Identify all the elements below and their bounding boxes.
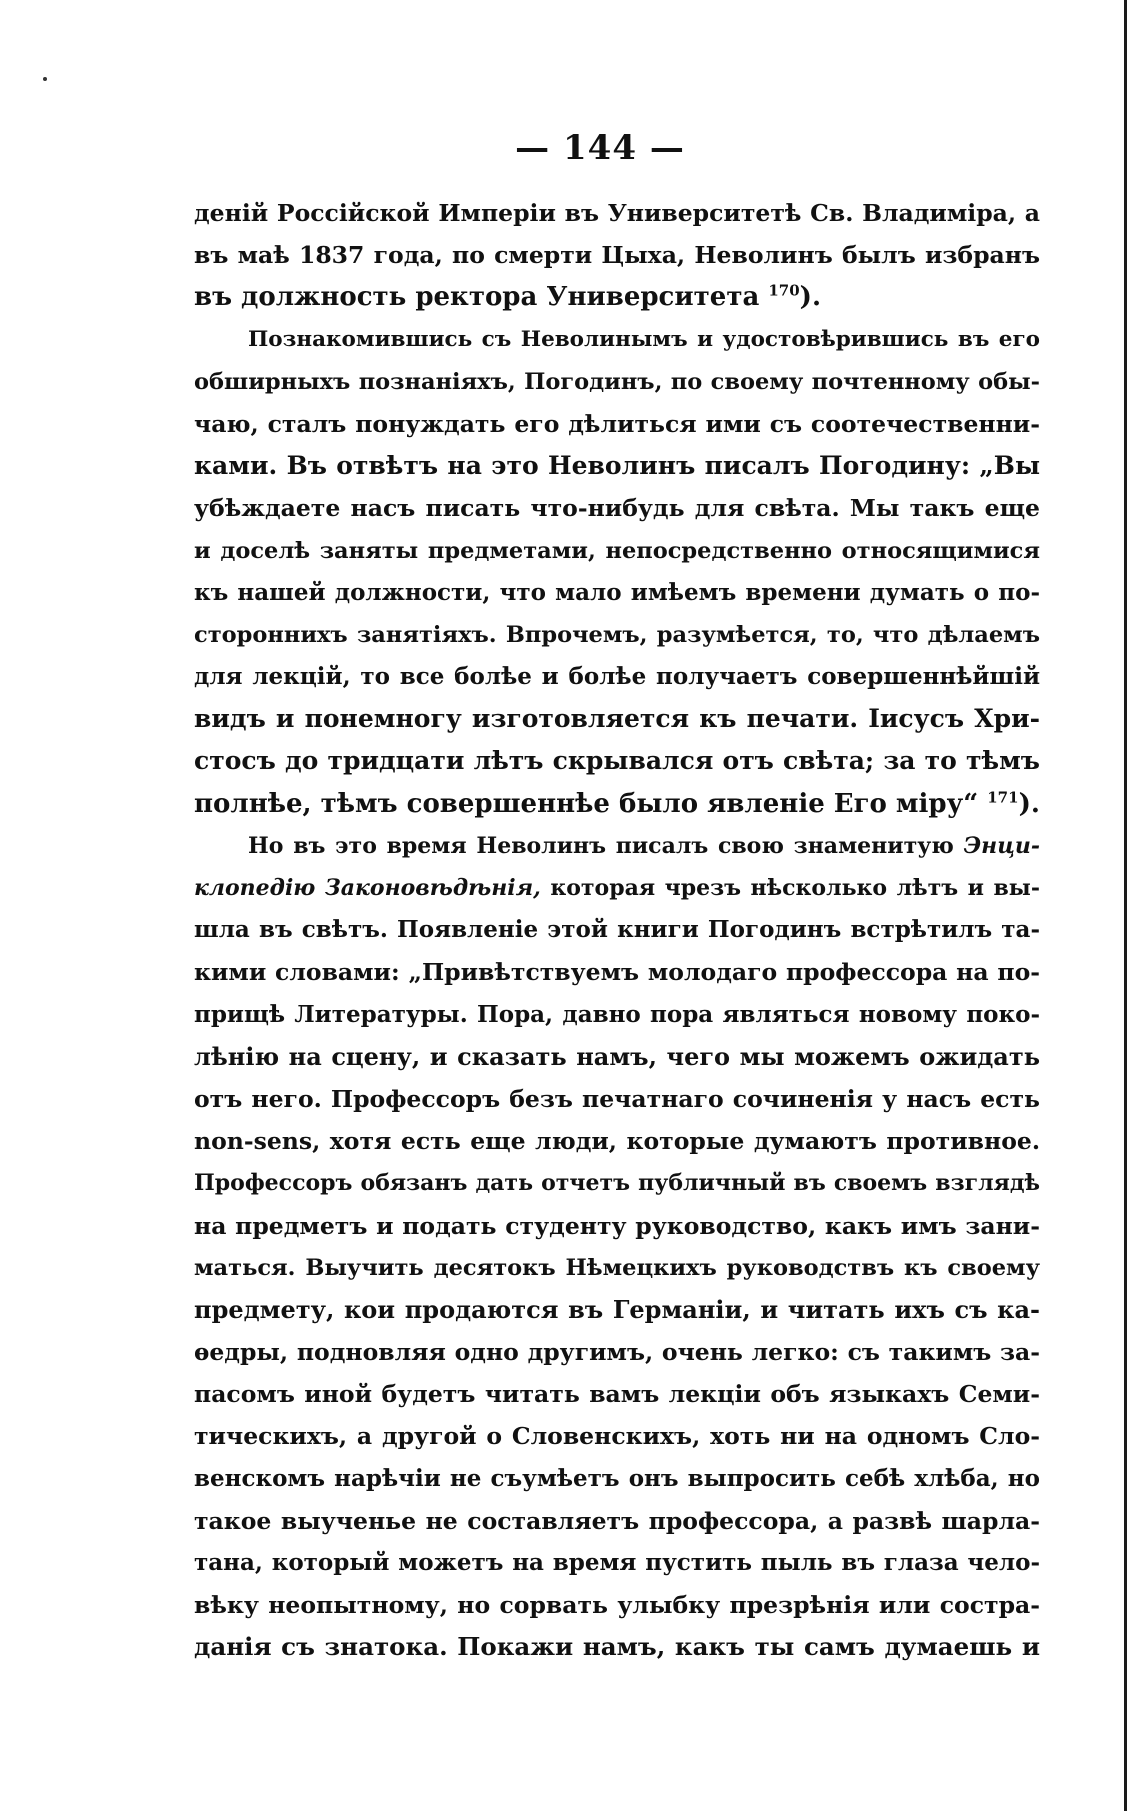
text-line	[194, 234, 1040, 276]
text-line	[194, 319, 1040, 361]
line-text: тана, который можетъ на время пустить пыль въ глаза чело-	[194, 1549, 1040, 1576]
line-text: маться. Выучить десятокъ Нѣмецкихъ руководствъ къ своему	[194, 1254, 1040, 1281]
line-text: Но въ это время Неволинъ писалъ свою знаменитую	[248, 832, 954, 859]
text-line	[194, 909, 1040, 951]
line-text: кими словами: „Привѣтствуемъ молодаго профессора на по-	[194, 958, 1040, 987]
line-text: данія съ знатока. Покажи намъ, какъ ты самъ думаешь и	[194, 1632, 1040, 1662]
text-line	[194, 783, 1040, 825]
line-text: прищѣ Литературы. Пора, давно пора являться новому поко-	[194, 1000, 1040, 1028]
line-text: для лекцій, то все болѣе и болѣе получаетъ совершеннѣйшій	[194, 663, 1040, 691]
line-text: видъ и понемногу изготовляется къ печати. Іисусъ Хри-	[194, 704, 1040, 734]
line-text: предмету, кои продаются въ Германіи, и читать ихъ съ ка-	[194, 1294, 1040, 1324]
line-text: стороннихъ занятіяхъ. Впрочемъ, разумѣется, то, что дѣлаемъ	[194, 621, 1040, 648]
line-text: къ нашей должности, что мало имѣемъ времени думать о по-	[194, 578, 1040, 606]
text-line	[194, 1373, 1040, 1415]
line-text: такое выученье не составляетъ профессора, а развѣ шарла-	[194, 1506, 1040, 1535]
line-text: шла въ свѣтъ. Появленіе этой книги Погодинъ встрѣтилъ та-	[194, 916, 1040, 944]
text-line	[194, 1626, 1040, 1668]
text-line	[194, 1458, 1040, 1500]
text-line	[194, 994, 1040, 1036]
line-tail: ).	[799, 282, 822, 313]
text-line	[194, 1247, 1040, 1289]
line-text: деній Россійской Имперіи въ Университетѣ Св. Владиміра, а	[194, 199, 1040, 227]
line-text: венскомъ нарѣчіи не съумѣетъ онъ выпросить себѣ хлѣба, но	[194, 1464, 1040, 1492]
text-line	[194, 698, 1040, 740]
line-text: убѣждаете насъ писать что-нибудь для свѣта. Мы такъ еще	[194, 494, 1040, 523]
text-line	[194, 867, 1040, 909]
text-line	[194, 1078, 1040, 1120]
text-line	[194, 951, 1040, 993]
footnote-ref[interactable]: 171	[987, 787, 1019, 806]
text-line	[194, 1162, 1040, 1204]
line-text: которая чрезъ нѣсколько лѣтъ и вы-	[540, 875, 1040, 901]
text-line	[194, 572, 1040, 614]
text-line	[194, 1331, 1040, 1373]
line-text: на предметъ и подать студенту руководство, какъ имъ зани-	[194, 1211, 1040, 1240]
text-line	[194, 403, 1040, 445]
text-line	[194, 614, 1040, 656]
text-line	[194, 656, 1040, 698]
italic-title: Энци-	[963, 832, 1040, 859]
line-text: Профессоръ обязанъ дать отчетъ публичный въ своемъ взглядѣ	[194, 1170, 1040, 1197]
scan-speck	[43, 77, 47, 81]
text-line	[194, 740, 1040, 782]
text-line	[194, 1289, 1040, 1331]
line-text: Познакомившись съ Неволинымъ и удостовѣрившись въ его	[248, 326, 1040, 352]
line-text: стосъ до тридцати лѣтъ скрывался отъ свѣта; за то тѣмъ	[194, 746, 1040, 776]
italic-title: клопедію Законовѣдѣнія,	[194, 875, 541, 901]
line-text: и доселѣ заняты предметами, непосредственно относящимися	[194, 537, 1040, 564]
footnote-ref[interactable]: 170	[768, 281, 800, 300]
text-line	[194, 1205, 1040, 1247]
text-line	[194, 276, 1040, 318]
text-line	[194, 445, 1040, 487]
text-line	[194, 1120, 1040, 1162]
text-line	[194, 1500, 1040, 1542]
line-text: полнѣе, тѣмъ совершеннѣе было явленіе Его міру“	[194, 788, 979, 819]
line-text: обширныхъ познаніяхъ, Погодинъ, по своему почтенному обы-	[194, 368, 1040, 395]
line-text: non-sens, хотя есть еще люди, которые думаютъ противное.	[194, 1127, 1040, 1156]
text-line	[194, 530, 1040, 572]
text-line	[194, 192, 1040, 234]
text-line	[194, 1036, 1040, 1078]
line-text: вѣку неопытному, но сорвать улыбку презрѣнія или состра-	[194, 1591, 1040, 1620]
line-text: пасомъ иной будетъ читать вамъ лекціи объ языкахъ Семи-	[194, 1380, 1040, 1409]
text-line	[194, 1415, 1040, 1457]
line-text: въ маѣ 1837 года, по смерти Цыха, Неволинъ былъ избранъ	[194, 241, 1040, 270]
line-text: лѣнію на сцену, и сказать намъ, чего мы можемъ ожидать	[194, 1041, 1040, 1071]
line-text: въ должность ректора Университета	[194, 282, 760, 313]
line-text: чаю, сталъ понуждать его дѣлиться ими съ соотечественни-	[194, 409, 1040, 438]
line-text: ками. Въ отвѣтъ на это Неволинъ писалъ Погодину: „Вы	[194, 451, 1040, 481]
text-line	[194, 1542, 1040, 1584]
line-text: отъ него. Профессоръ безъ печатнаго сочиненія у насъ есть	[194, 1084, 1040, 1113]
line-text: тическихъ, а другой о Словенскихъ, хоть ни на одномъ Сло-	[194, 1422, 1040, 1451]
page-edge-rule	[1124, 0, 1127, 1811]
text-line	[194, 825, 1040, 867]
page-number: — 144 —	[515, 128, 685, 168]
line-tail: ).	[1018, 788, 1040, 819]
body-text	[194, 192, 1040, 1669]
text-line	[194, 487, 1040, 529]
line-text: ѳедры, подновляя одно другимъ, очень легко: съ такимъ за-	[194, 1338, 1040, 1367]
text-line	[194, 361, 1040, 403]
text-line	[194, 1584, 1040, 1626]
